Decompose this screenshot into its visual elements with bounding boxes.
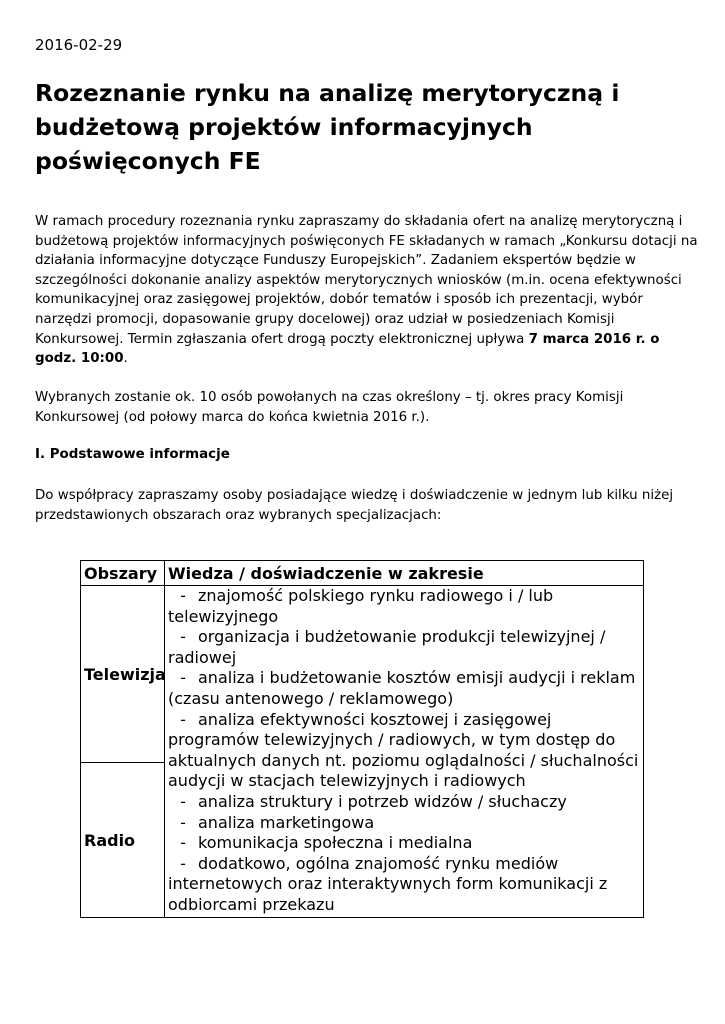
table-header-row: [81, 561, 644, 586]
intro-paragraph: [35, 212, 700, 369]
document-date: 2016-02-29: [35, 36, 123, 54]
invitation-paragraph: Do współpracy zapraszamy osoby posiadające wiedzę i doświadczenie w jednym lub kilku niżej przedstawionych obszarach oraz wybranych specjalizacjach:: [35, 488, 674, 523]
areas-table: [80, 560, 644, 918]
list-item: - dodatkowo, ogólna znajomość rynku mediów internetowych oraz interaktywnych form komunikacji z odbiorcami przekazu: [168, 853, 608, 914]
intro-end: .: [123, 351, 128, 367]
deadline-text: 7 marca 2016 r. o godz. 10:00: [35, 331, 660, 367]
section-heading: I. Podstawowe informacje: [35, 447, 230, 462]
list-item: - znajomość polskiego rynku radiowego i / lub telewizyjnego: [168, 586, 554, 626]
list-item: - komunikacja społeczna i medialna: [180, 833, 473, 853]
header-areas: Obszary: [81, 561, 165, 586]
table-row: [81, 586, 644, 763]
area-radio: Radio: [81, 763, 165, 918]
knowledge-list: [165, 586, 644, 918]
list-item: - analiza i budżetowanie kosztów emisji audycji i reklam (czasu antenowego / reklamowego): [168, 668, 636, 708]
area-television: Telewizja: [81, 586, 165, 763]
list-item: - analiza marketingowa: [180, 812, 375, 832]
page-title: Rozeznanie rynku na analizę merytoryczną i budżetową projektów informacyjnych poświęconych FE: [35, 79, 620, 175]
intro-text: W ramach procedury rozeznania rynku zapraszamy do składania ofert na analizę merytoryczną i budżetową projektów informacyjnych poświęconych FE składanych w ramach „Konkursu dotacji na działania informacyjne dotyczące Funduszy Europejskich”. Zadaniem ekspertów będzie w szczególności dokonanie analizy aspektów merytorycznych wniosków (m.in. ocena efektywności komunikacyjnej oraz zasięgowej projektów, dobór tematów i sposób ich prezentacji, wybór narzędzi promocji, dopasowanie grupy docelowej) oraz udział w posiedzeniach Komisji Konkursowej. Termin zgłaszania ofert drogą poczty elektronicznej upływa: [35, 214, 698, 347]
list-item: - analiza efektywności kosztowej i zasięgowej programów telewizyjnych / radiowych, w tym dostęp do aktualnych danych nt. poziomu oglądalności / słuchalności audycji w stacjach telewizyjnych i radiowych: [168, 709, 639, 791]
list-item: - organizacja i budżetowanie produkcji telewizyjnej / radiowej: [168, 627, 606, 667]
header-knowledge: Wiedza / doświadczenie w zakresie: [165, 561, 644, 586]
list-item: - analiza struktury i potrzeb widzów / słuchaczy: [180, 791, 567, 811]
selection-paragraph: Wybranych zostanie ok. 10 osób powołanych na czas określony – tj. okres pracy Komisji Konkursowej (od połowy marca do końca kwietnia 2016 r.).: [35, 390, 624, 425]
